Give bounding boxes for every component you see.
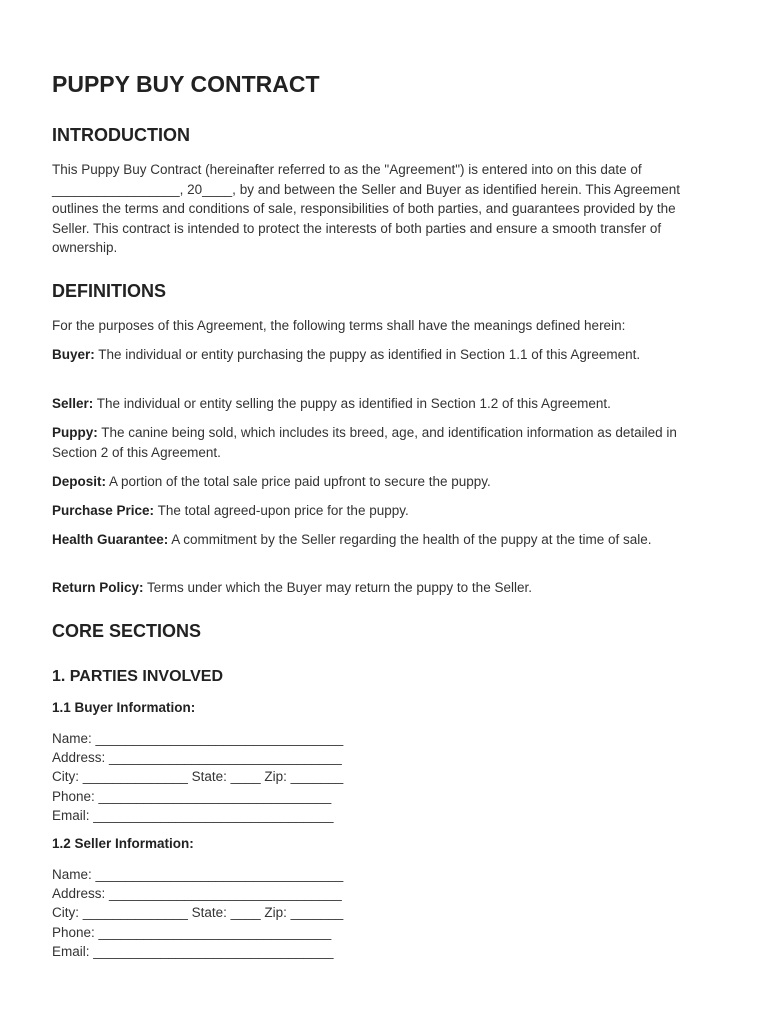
definition-text: Terms under which the Buyer may return the puppy to the Seller. (143, 580, 532, 595)
definition-text: The canine being sold, which includes its breed, age, and identification information as detailed in Section 2 of this Agreement. (52, 425, 677, 460)
core-sections-heading: CORE SECTIONS (52, 621, 202, 641)
seller-phone-field: Phone: _______________________________ (52, 925, 332, 940)
definition-text: The individual or entity purchasing the puppy as identified in Section 1.1 of this Agreement. (94, 347, 641, 362)
buyer-address-field: Address: _______________________________ (52, 750, 342, 765)
definition-term: Deposit: (52, 474, 106, 489)
seller-info-heading: 1.2 Seller Information: (52, 836, 194, 851)
definition-seller (52, 394, 712, 414)
definition-term: Seller: (52, 396, 94, 411)
seller-city-field: City: ______________ State: ____ Zip: _______ (52, 905, 344, 920)
buyer-phone-field: Phone: _______________________________ (52, 789, 332, 804)
buyer-email-field: Email: ________________________________ (52, 808, 334, 823)
seller-name-field: Name: _________________________________ (52, 867, 344, 882)
introduction-text: This Puppy Buy Contract (hereinafter referred to as the "Agreement") is entered into on this date of _________________, 20____, by and between the Seller and Buyer as identified herein. This Agreement outlines the terms and conditions of sale, responsibilities of both parties, and guarantees provided by the Seller. This contract is intended to protect the interests of both parties and ensure a smooth transfer of ownership. (52, 162, 680, 255)
page-title: PUPPY BUY CONTRACT (52, 71, 320, 97)
buyer-city-field: City: ______________ State: ____ Zip: _______ (52, 769, 344, 784)
definition-text: A portion of the total sale price paid upfront to secure the puppy. (106, 474, 491, 489)
definition-term: Health Guarantee: (52, 532, 169, 547)
definition-return-policy (52, 578, 712, 598)
seller-email-field: Email: ________________________________ (52, 944, 334, 959)
definition-puppy (52, 423, 712, 462)
definitions-heading: DEFINITIONS (52, 281, 167, 301)
introduction-heading: INTRODUCTION (52, 125, 190, 145)
definition-health-guarantee (52, 530, 712, 550)
parties-involved-heading: 1. PARTIES INVOLVED (52, 668, 223, 685)
definitions-intro: For the purposes of this Agreement, the following terms shall have the meanings defined herein: (52, 318, 626, 333)
definition-term: Return Policy: (52, 580, 144, 595)
definition-term: Purchase Price: (52, 503, 155, 518)
buyer-name-field: Name: _________________________________ (52, 731, 344, 746)
definition-term: Puppy: (52, 425, 98, 440)
definition-text: The individual or entity selling the puppy as identified in Section 1.2 of this Agreement. (93, 396, 611, 411)
definition-purchase-price (52, 501, 712, 521)
definition-term: Buyer: (52, 347, 95, 362)
definition-text: A commitment by the Seller regarding the health of the puppy at the time of sale. (168, 532, 652, 547)
buyer-info-heading: 1.1 Buyer Information: (52, 700, 196, 715)
seller-address-field: Address: _______________________________ (52, 886, 342, 901)
definition-text: The total agreed-upon price for the puppy. (154, 503, 409, 518)
definition-deposit (52, 472, 712, 492)
definition-buyer (52, 345, 712, 365)
